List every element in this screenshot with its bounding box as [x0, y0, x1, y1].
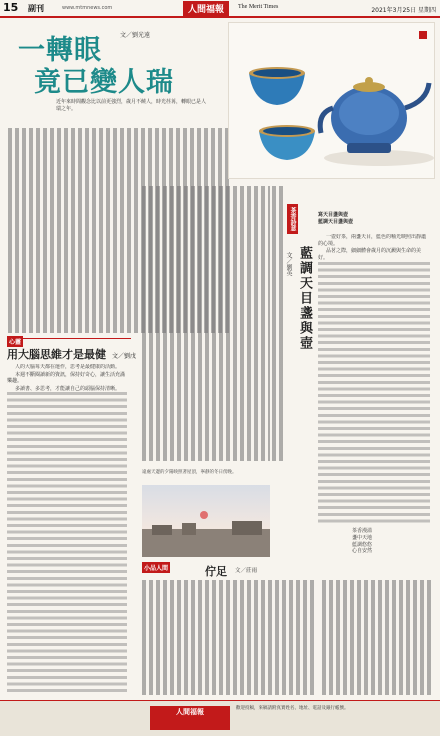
poem-header [318, 212, 353, 226]
website-link[interactable]: www.mtmnews.com [62, 5, 113, 11]
column-divider [7, 338, 131, 339]
center-article-body [142, 186, 270, 461]
lower-poem-body [322, 580, 432, 695]
teapot-illustration [229, 23, 434, 178]
column-title-text: 用大腦思維才是最健 [7, 348, 106, 361]
main-title-line1: 一轉眼 [18, 35, 102, 66]
paper-name-en: The Merit Times [238, 4, 279, 10]
sunset-photo [142, 485, 270, 557]
column-author: 文／劉戊 [112, 353, 137, 360]
poem-paragraph: 品茗之際，細細體會歲月的沉澱與生命的美好。 [318, 248, 422, 261]
verse-line: 盞中天地 [352, 534, 373, 541]
poem-title: 藍調天目盞與壺 [297, 246, 312, 351]
poem-author: 文／劉英 [285, 252, 292, 276]
poem-verse [352, 528, 372, 555]
poem-header-line1: 寫天目盞與壺 [318, 212, 349, 218]
teapot-painting [228, 22, 435, 179]
photo-caption: 遠處天邊的夕陽映照著屋頂，寧靜的冬日傍晚。 [142, 470, 237, 475]
column-body-lines [7, 392, 127, 692]
poem-side-text [272, 186, 284, 461]
column-paragraph: 人的大腦每天都在運作，思考是最健康的活動。 [15, 364, 121, 370]
footer-box: 人間福報 [150, 706, 230, 730]
photo-section-body [142, 580, 317, 695]
photo-section-tag: 小品人間 [142, 562, 170, 573]
poem-header-line2: 藍調天目盞與壺 [318, 219, 354, 225]
main-author: 文／劉光遠 [120, 32, 151, 39]
sunset-scene [142, 485, 270, 557]
paper-logo: 人間福報 [183, 1, 229, 16]
verse-line: 藍調悠悠 [352, 541, 373, 548]
footer-text: 歡迎投稿，來稿請附真實姓名、地址、電話及銀行帳號。 [236, 706, 349, 711]
column-tag: 心靈 [7, 336, 23, 347]
section-name: 副刊 [28, 4, 44, 13]
photo-section-title: 佇足 [205, 565, 227, 578]
poem-tag: 茶香詩意 [287, 204, 298, 234]
page-footer [0, 700, 440, 736]
photo-section-author: 文／莊雨 [235, 568, 258, 574]
column-paragraph: 多讀書、多思考，才能讓自己的頭腦保持清晰。 [15, 385, 121, 392]
poem-paragraph: 一壺好茶，兩盞天目，藍色的釉光映照出靜謐的心境。 [318, 234, 427, 247]
column-title [7, 346, 136, 362]
verse-line: 茶香漫溢 [352, 528, 373, 534]
issue-date: 2021年3月25日 星期四 [371, 7, 436, 14]
verse-line: 心自安然 [352, 548, 373, 555]
main-lead: 近年來時間觀念比以前更強烈，歲月不饒人，時光荏苒，轉眼已是人瑞之年。 [56, 99, 207, 112]
page-number: 15 [3, 1, 19, 14]
main-title-line2: 竟已變人瑞 [34, 67, 174, 98]
page-header [0, 0, 440, 18]
column-paragraph: 本週不斷閱讀新的資訊，保持好奇心，讓生活充滿樂趣。 [7, 371, 126, 385]
poem-body-lines [318, 262, 430, 524]
